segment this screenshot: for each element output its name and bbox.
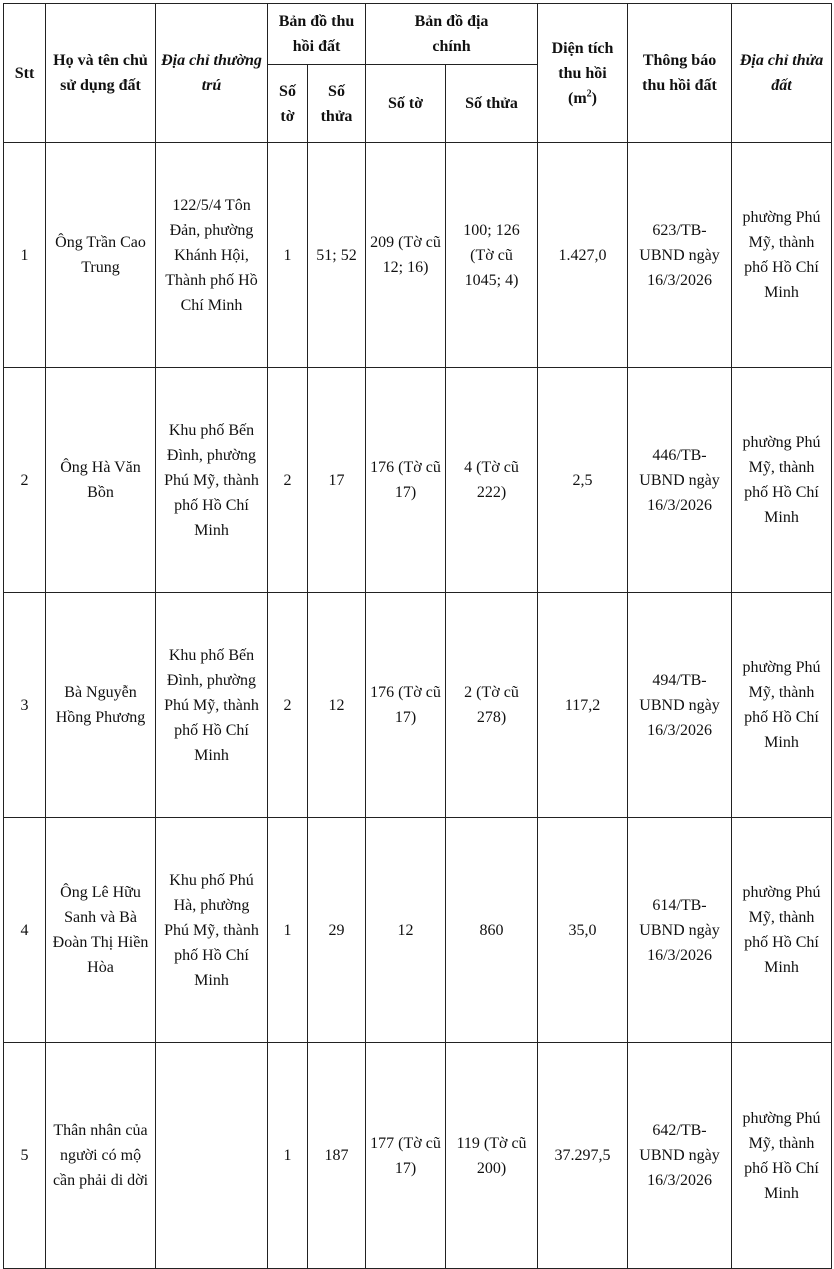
cell-name: Thân nhân của người có mộ cần phải di dời — [46, 1043, 156, 1269]
cell-parcel-address: phường Phú Mỹ, thành phố Hồ Chí Minh — [732, 143, 832, 368]
cell-area: 37.297,5 — [538, 1043, 628, 1269]
cell-parcel-address: phường Phú Mỹ, thành phố Hồ Chí Minh — [732, 1043, 832, 1269]
cell-stt: 4 — [4, 818, 46, 1043]
cell-cadastral-sheet: 176 (Tờ cũ 17) — [366, 368, 446, 593]
table-row — [4, 593, 832, 818]
header-area-sup: 2 — [586, 88, 592, 100]
cell-area: 2,5 — [538, 368, 628, 593]
header-address: Địa chỉ thường trú — [156, 4, 268, 143]
header-row-1 — [4, 4, 832, 65]
cell-stt: 5 — [4, 1043, 46, 1269]
cell-cadastral-sheet: 209 (Tờ cũ 12; 16) — [366, 143, 446, 368]
cell-parcel-address: phường Phú Mỹ, thành phố Hồ Chí Minh — [732, 368, 832, 593]
cell-recall-parcel: 187 — [308, 1043, 366, 1269]
cell-recall-parcel: 17 — [308, 368, 366, 593]
cell-stt: 3 — [4, 593, 46, 818]
table-row — [4, 368, 832, 593]
header-name: Họ và tên chủ sử dụng đất — [46, 4, 156, 143]
header-recall-parcel: Số thửa — [308, 65, 366, 143]
cell-recall-sheet: 1 — [268, 818, 308, 1043]
cell-area: 35,0 — [538, 818, 628, 1043]
cell-cadastral-parcel: 2 (Tờ cũ 278) — [446, 593, 538, 818]
cell-cadastral-sheet: 12 — [366, 818, 446, 1043]
cell-recall-parcel: 29 — [308, 818, 366, 1043]
header-cadastral-parcel: Số thửa — [446, 65, 538, 143]
header-recall-map: Bản đồ thu hồi đất — [268, 4, 366, 65]
cell-name: Ông Hà Văn Bồn — [46, 368, 156, 593]
cell-cadastral-sheet: 177 (Tờ cũ 17) — [366, 1043, 446, 1269]
cell-recall-sheet: 1 — [268, 143, 308, 368]
cell-recall-parcel: 51; 52 — [308, 143, 366, 368]
cell-address — [156, 1043, 268, 1269]
header-recall-sheet: Số tờ — [268, 65, 308, 143]
cell-notice: 494/TB-UBND ngày 16/3/2026 — [628, 593, 732, 818]
header-area — [538, 4, 628, 143]
cell-notice: 614/TB-UBND ngày 16/3/2026 — [628, 818, 732, 1043]
cell-stt: 2 — [4, 368, 46, 593]
cell-notice: 446/TB-UBND ngày 16/3/2026 — [628, 368, 732, 593]
cell-name: Ông Trần Cao Trung — [46, 143, 156, 368]
table-row — [4, 818, 832, 1043]
header-cadastral-map: Bản đồ địa chính — [366, 4, 538, 65]
cell-recall-sheet: 2 — [268, 368, 308, 593]
cell-stt: 1 — [4, 143, 46, 368]
header-area-close: ) — [591, 89, 597, 107]
cell-cadastral-parcel: 4 (Tờ cũ 222) — [446, 368, 538, 593]
cell-area: 1.427,0 — [538, 143, 628, 368]
header-cadastral-sheet: Số tờ — [366, 65, 446, 143]
header-parcel-address: Địa chỉ thửa đất — [732, 4, 832, 143]
header-notice: Thông báo thu hồi đất — [628, 4, 732, 143]
cell-area: 117,2 — [538, 593, 628, 818]
cell-cadastral-parcel: 860 — [446, 818, 538, 1043]
cell-parcel-address: phường Phú Mỹ, thành phố Hồ Chí Minh — [732, 593, 832, 818]
header-area-text: Diện tích thu hồi (m — [551, 39, 614, 107]
cell-name: Ông Lê Hữu Sanh và Bà Đoàn Thị Hiền Hòa — [46, 818, 156, 1043]
cell-notice: 623/TB-UBND ngày 16/3/2026 — [628, 143, 732, 368]
land-recovery-table-container — [3, 3, 832, 1269]
cell-address: Khu phố Phú Hà, phường Phú Mỹ, thành phố Hồ Chí Minh — [156, 818, 268, 1043]
cell-recall-sheet: 1 — [268, 1043, 308, 1269]
table-row — [4, 143, 832, 368]
cell-parcel-address: phường Phú Mỹ, thành phố Hồ Chí Minh — [732, 818, 832, 1043]
header-stt: Stt — [4, 4, 46, 143]
cell-address: Khu phố Bến Đình, phường Phú Mỹ, thành phố Hồ Chí Minh — [156, 368, 268, 593]
land-recovery-table — [3, 3, 832, 1269]
cell-name: Bà Nguyễn Hồng Phương — [46, 593, 156, 818]
cell-address: Khu phố Bến Đình, phường Phú Mỹ, thành phố Hồ Chí Minh — [156, 593, 268, 818]
cell-cadastral-parcel: 119 (Tờ cũ 200) — [446, 1043, 538, 1269]
cell-cadastral-sheet: 176 (Tờ cũ 17) — [366, 593, 446, 818]
cell-recall-parcel: 12 — [308, 593, 366, 818]
cell-address: 122/5/4 Tôn Đản, phường Khánh Hội, Thành phố Hồ Chí Minh — [156, 143, 268, 368]
cell-notice: 642/TB-UBND ngày 16/3/2026 — [628, 1043, 732, 1269]
table-row — [4, 1043, 832, 1269]
cell-recall-sheet: 2 — [268, 593, 308, 818]
cell-cadastral-parcel: 100; 126 (Tờ cũ 1045; 4) — [446, 143, 538, 368]
